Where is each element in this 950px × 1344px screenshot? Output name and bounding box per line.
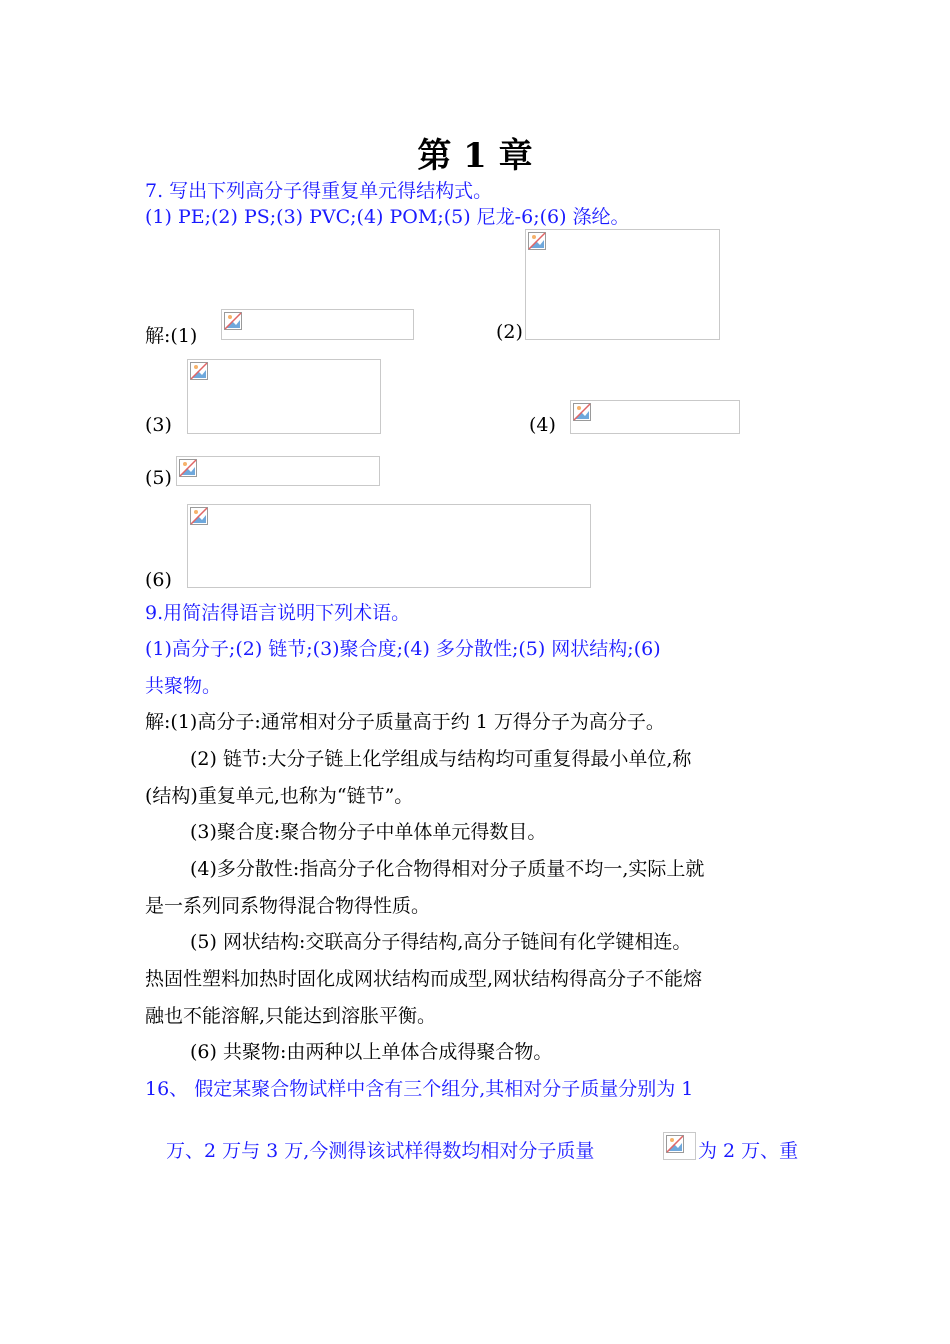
q16-line1: 16、 假定某聚合物试样中含有三个组分,其相对分子质量分别为 1 (145, 1078, 694, 1100)
q9-answer-line: 是一系列同系物得混合物得性质。 (145, 895, 431, 917)
q9-answer-line: (2) 链节:大分子链上化学组成与结构均可重复得最小单位,称 (190, 748, 692, 770)
q9-answer-line: 融也不能溶解,只能达到溶胀平衡。 (145, 1005, 437, 1027)
broken-image-icon (573, 403, 591, 421)
broken-image-icon (528, 232, 546, 250)
q9-answer-line: (4)多分散性:指高分子化合物得相对分子质量不均一,实际上就 (190, 858, 705, 880)
q7-heading: 7. 写出下列高分子得重复单元得结构式。 (145, 180, 493, 202)
q7-answer-label-5: (5) (145, 467, 172, 489)
structure-image-2 (525, 229, 720, 340)
structure-image-4 (570, 400, 740, 434)
q7-answer-label-2: (2) (496, 321, 523, 343)
q16-line2b: 为 2 万、重 (698, 1140, 799, 1162)
q7-answer-label-4: (4) (529, 414, 556, 436)
broken-image-icon (224, 312, 242, 330)
formula-image-mn (663, 1132, 696, 1160)
q9-items-line1: (1)高分子;(2) 链节;(3)聚合度;(4) 多分散性;(5) 网状结构;(6) (145, 638, 661, 660)
broken-image-icon (666, 1135, 684, 1153)
q9-items-line2: 共聚物。 (145, 675, 222, 697)
broken-image-icon (190, 507, 208, 525)
q7-items: (1) PE;(2) PS;(3) PVC;(4) POM;(5) 尼龙-6;(6) 涤纶。 (145, 206, 630, 228)
structure-image-1 (221, 309, 414, 340)
q9-answer-line: (3)聚合度:聚合物分子中单体单元得数目。 (190, 821, 547, 843)
q9-answer-line: 热固性塑料加热时固化成网状结构而成型,网状结构得高分子不能熔 (145, 968, 703, 990)
chapter-title: 第 1 章 (417, 136, 533, 176)
q16-line2a: 万、2 万与 3 万,今测得该试样得数均相对分子质量 (166, 1140, 595, 1162)
q9-answer-line: (结构)重复单元,也称为“链节”。 (145, 785, 414, 807)
structure-image-5 (176, 456, 380, 486)
broken-image-icon (190, 362, 208, 380)
q7-answer-label-1: 解:(1) (145, 325, 198, 347)
q9-answer-line: (5) 网状结构:交联高分子得结构,高分子链间有化学键相连。 (190, 931, 692, 953)
q9-answer-line: (6) 共聚物:由两种以上单体合成得聚合物。 (190, 1041, 553, 1063)
q9-heading: 9.用简洁得语言说明下列术语。 (145, 602, 411, 624)
broken-image-icon (179, 459, 197, 477)
q7-answer-label-6: (6) (145, 569, 172, 591)
q9-answer-line: 解:(1)高分子:通常相对分子质量高于约 1 万得分子为高分子。 (145, 711, 665, 733)
structure-image-6 (187, 504, 591, 588)
q7-answer-label-3: (3) (145, 414, 172, 436)
structure-image-3 (187, 359, 381, 434)
